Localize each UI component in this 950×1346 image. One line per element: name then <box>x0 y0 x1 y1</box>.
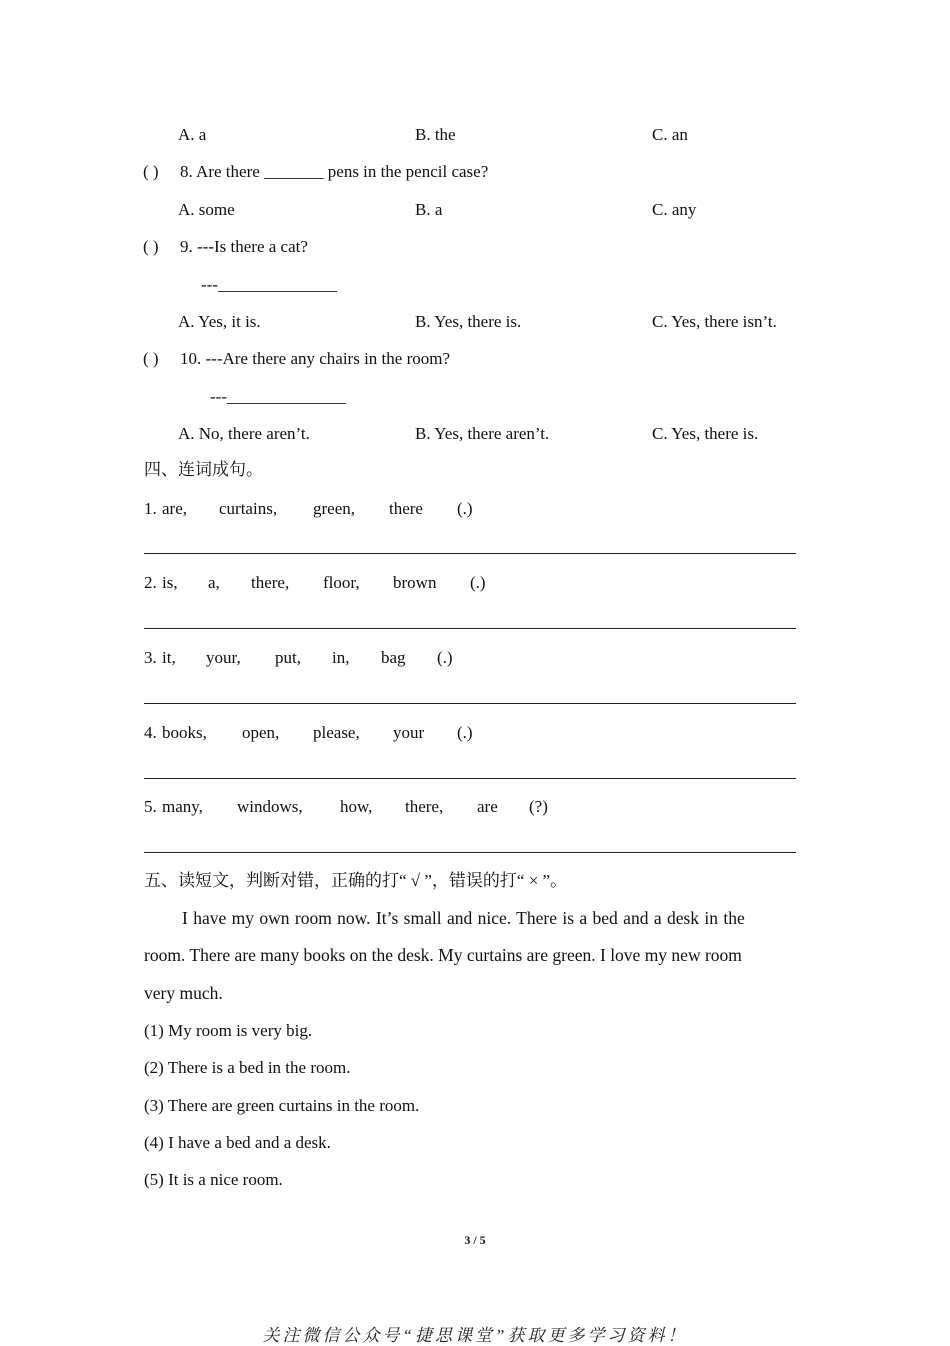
s4-item3-word: (.) <box>437 648 453 667</box>
q8-text: 8. Are there _______ pens in the pencil case? <box>180 162 489 181</box>
q9-answer-paren: ( ) <box>143 237 159 256</box>
s4-item4-word: please, <box>313 723 360 742</box>
s4-item4-number: 4. <box>144 723 157 742</box>
q7-option-b: B. the <box>415 125 456 144</box>
q8-option-a: A. some <box>178 200 235 219</box>
s4-item4-word: open, <box>242 723 280 742</box>
s4-item1-answer-line <box>144 553 796 554</box>
s4-item5-word: (?) <box>529 797 548 816</box>
q7-option-a: A. a <box>178 125 207 144</box>
s4-item3-answer-line <box>144 703 796 704</box>
q9-text: 9. ---Is there a cat? <box>180 237 308 256</box>
section5-heading: 五、读短文，判断对错，正确的打“ √ ”，错误的打“ × ”。 <box>144 871 568 890</box>
q10-answer-paren: ( ) <box>143 349 159 368</box>
s4-item3-word: bag <box>381 648 406 667</box>
s4-item1-number: 1. <box>144 499 157 518</box>
s4-item3-number: 3. <box>144 648 157 667</box>
page-number: 3 / 5 <box>464 1233 486 1247</box>
s4-item1-word: curtains, <box>219 499 278 518</box>
s4-item1-word: there <box>389 499 423 518</box>
s4-item2-number: 2. <box>144 573 157 592</box>
footer-note: 关注微信公众号“捷思课堂”获取更多学习资料！ <box>262 1326 688 1345</box>
q10-answer-blank: ---______________ <box>210 387 346 406</box>
s4-item4-word: books, <box>162 723 207 742</box>
section4-heading: 四、连词成句。 <box>144 460 263 479</box>
s4-item5-word: windows, <box>237 797 303 816</box>
q10-text: 10. ---Are there any chairs in the room? <box>180 349 450 368</box>
statement-3: (3) There are green curtains in the room. <box>144 1096 420 1115</box>
s4-item2-word: (.) <box>470 573 486 592</box>
passage-line: room. There are many books on the desk. My curtains are green. I love my new room <box>144 945 742 965</box>
s4-item5-word: are <box>477 797 498 816</box>
q8-option-c: C. any <box>652 200 697 219</box>
statement-4: (4) I have a bed and a desk. <box>144 1133 331 1152</box>
s4-item1-word: green, <box>313 499 356 518</box>
s4-item2-word: a, <box>208 573 220 592</box>
q9-answer-blank: ---______________ <box>201 275 337 294</box>
s4-item5-word: there, <box>405 797 444 816</box>
s4-item2-word: floor, <box>323 573 360 592</box>
q9-option-c: C. Yes, there isn’t. <box>652 312 777 331</box>
s4-item3-word: it, <box>162 648 176 667</box>
q8-option-b: B. a <box>415 200 443 219</box>
s4-item5-word: how, <box>340 797 373 816</box>
q10-option-b: B. Yes, there aren’t. <box>415 424 550 443</box>
q8-answer-paren: ( ) <box>143 162 159 181</box>
passage-line: very much. <box>144 983 223 1003</box>
s4-item2-word: there, <box>251 573 290 592</box>
q9-option-a: A. Yes, it is. <box>178 312 261 331</box>
s4-item4-word: (.) <box>457 723 473 742</box>
statement-1: (1) My room is very big. <box>144 1021 313 1040</box>
s4-item5-answer-line <box>144 852 796 853</box>
s4-item2-word: is, <box>162 573 178 592</box>
s4-item1-word: are, <box>162 499 188 518</box>
s4-item4-answer-line <box>144 778 796 779</box>
passage-line: I have my own room now. It’s small and nice. There is a bed and a desk in the <box>182 908 745 928</box>
s4-item5-word: many, <box>162 797 203 816</box>
statement-2: (2) There is a bed in the room. <box>144 1058 351 1077</box>
q7-option-c: C. an <box>652 125 688 144</box>
q10-option-c: C. Yes, there is. <box>652 424 759 443</box>
s4-item1-word: (.) <box>457 499 473 518</box>
s4-item3-word: in, <box>332 648 350 667</box>
s4-item4-word: your <box>393 723 425 742</box>
s4-item3-word: put, <box>275 648 301 667</box>
s4-item2-answer-line <box>144 628 796 629</box>
statement-5: (5) It is a nice room. <box>144 1170 283 1189</box>
s4-item2-word: brown <box>393 573 437 592</box>
s4-item5-number: 5. <box>144 797 157 816</box>
q9-option-b: B. Yes, there is. <box>415 312 522 331</box>
s4-item3-word: your, <box>206 648 241 667</box>
q10-option-a: A. No, there aren’t. <box>178 424 310 443</box>
